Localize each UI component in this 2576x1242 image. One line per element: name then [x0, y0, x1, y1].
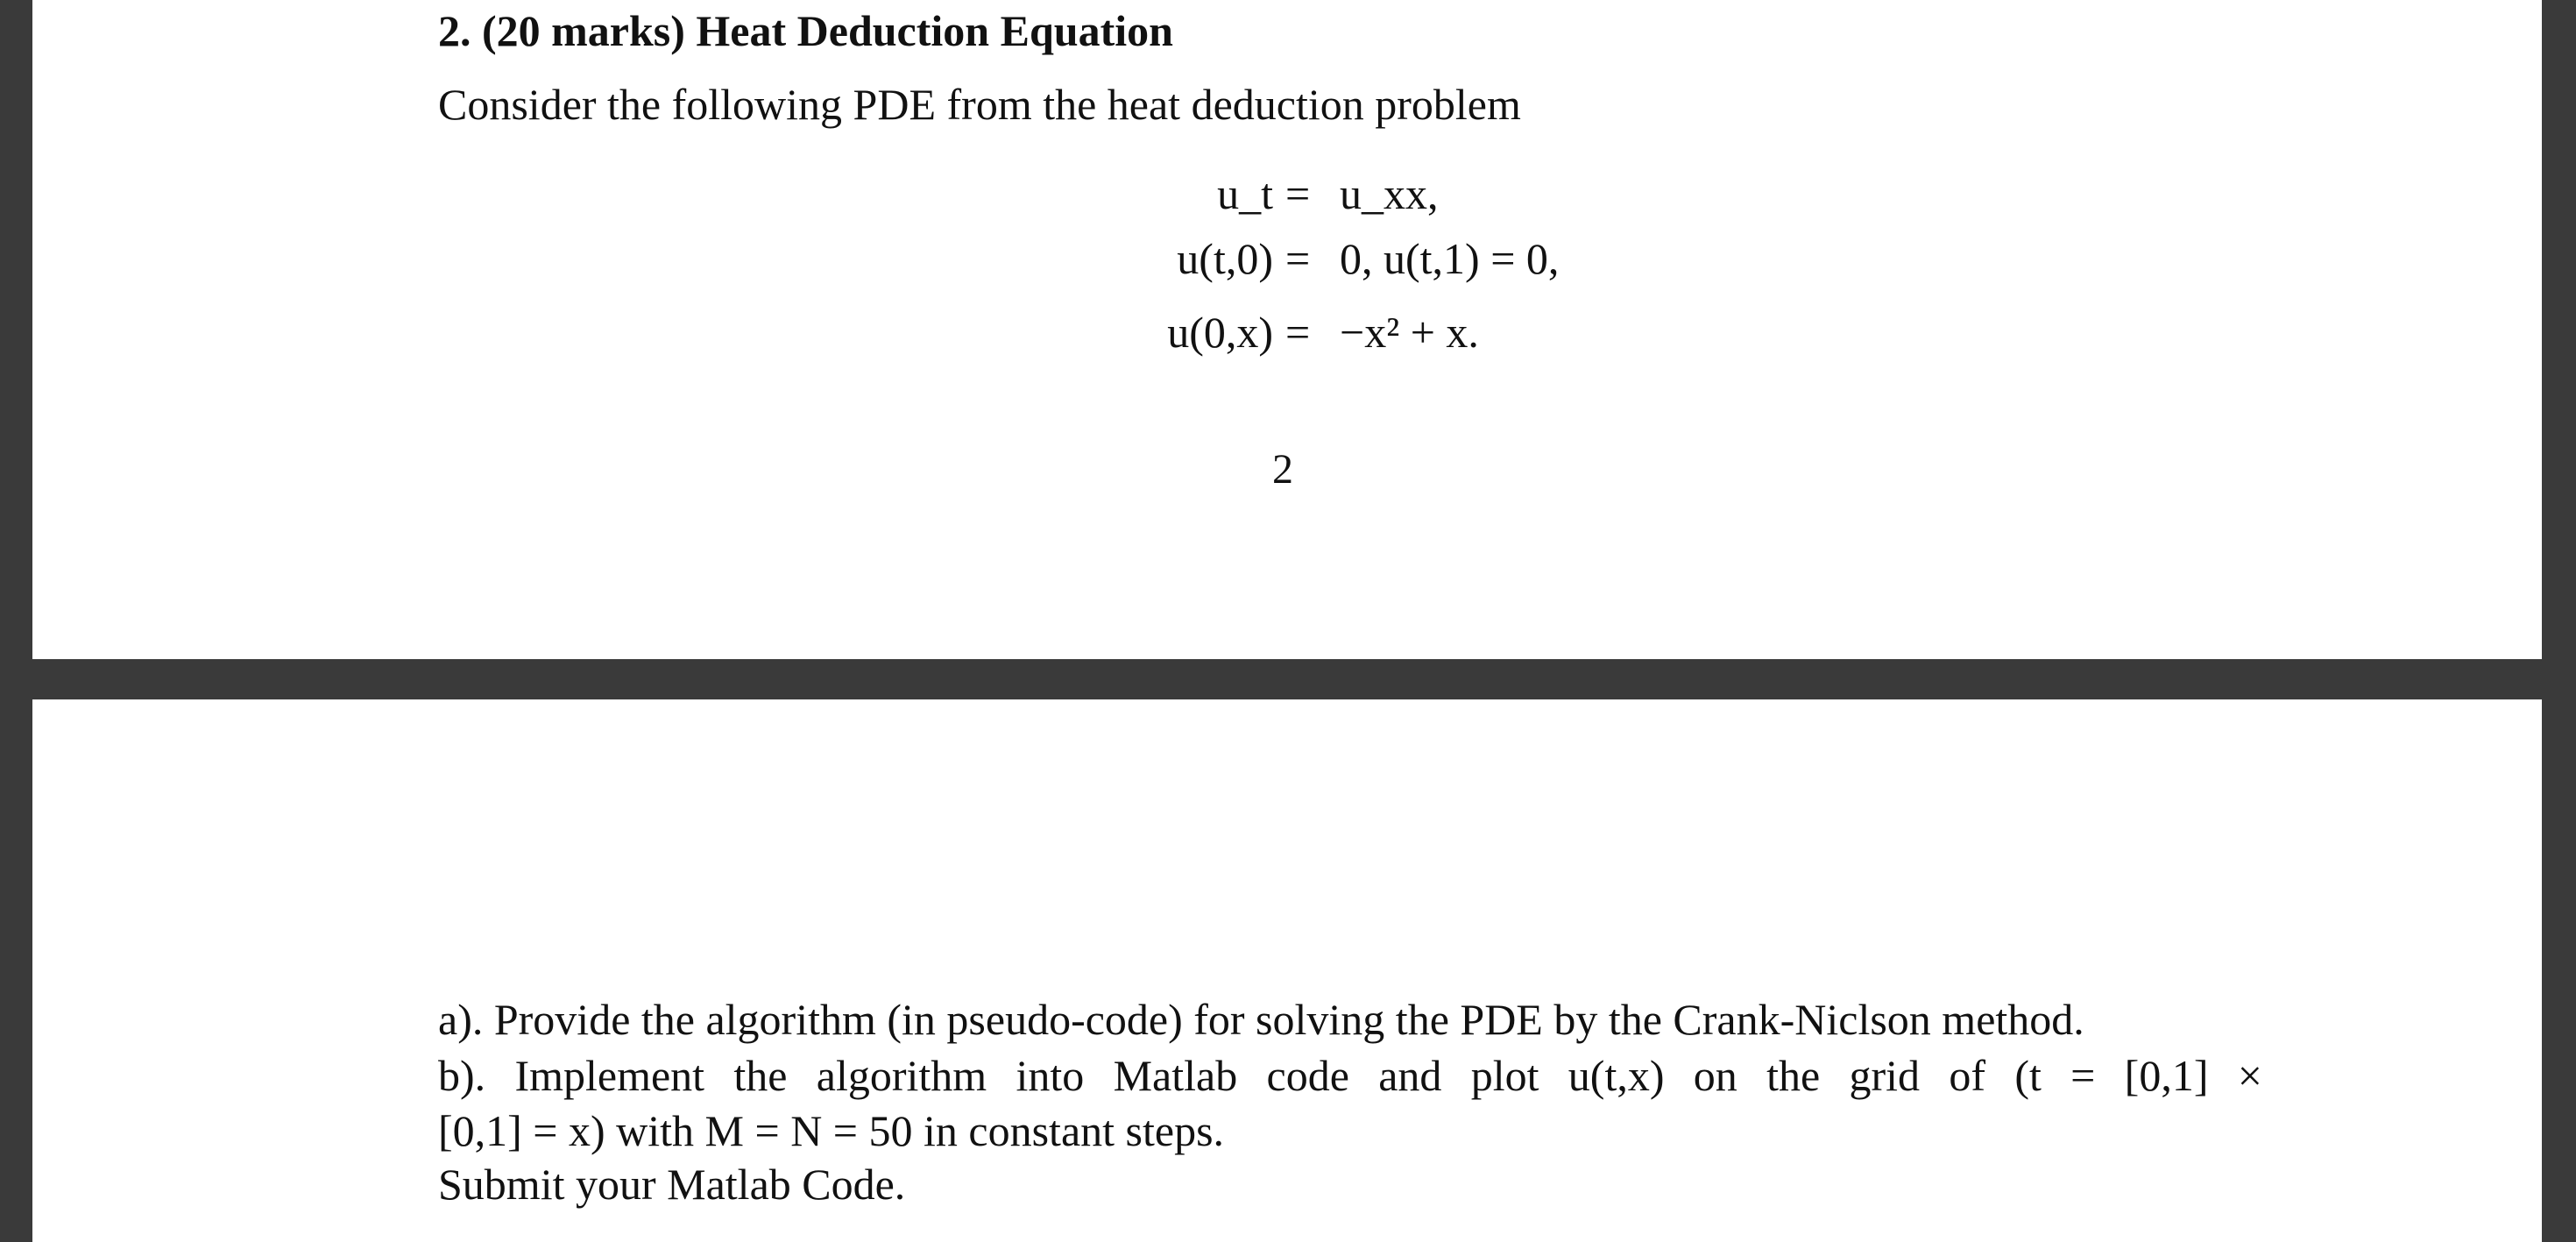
document-page-top [32, 0, 2542, 659]
submit-instruction: Submit your Matlab Code. [438, 1160, 906, 1209]
page-number: 2 [1272, 446, 1293, 493]
equation-relation: = [1285, 234, 1311, 283]
question-intro: Consider the following PDE from the heat deduction problem [438, 80, 1521, 129]
equation-rhs: 0, u(t,1) = 0, [1340, 234, 1560, 283]
equation-rhs: −x² + x. [1340, 308, 1479, 357]
part-a-text: a). Provide the algorithm (in pseudo-code) for solving the PDE by the Crank-Niclson method. [438, 995, 2084, 1044]
question-heading: 2. (20 marks) Heat Deduction Equation [438, 6, 1173, 55]
equation-relation: = [1285, 169, 1311, 218]
part-b-text-line-2: [0,1] = x) with M = N = 50 in constant steps. [438, 1106, 1225, 1155]
equation-lhs: u(t,0) [1177, 234, 1273, 283]
equation-lhs: u(0,x) [1167, 308, 1273, 357]
equation-rhs: u_xx, [1340, 169, 1439, 218]
equation-relation: = [1285, 308, 1311, 357]
document-page-bottom [32, 699, 2542, 1242]
part-b-text-line-1: b). Implement the algorithm into Matlab code and plot u(t,x) on the grid of (t = [0,1] × [438, 1051, 2262, 1100]
equation-lhs: u_t [1217, 169, 1273, 218]
